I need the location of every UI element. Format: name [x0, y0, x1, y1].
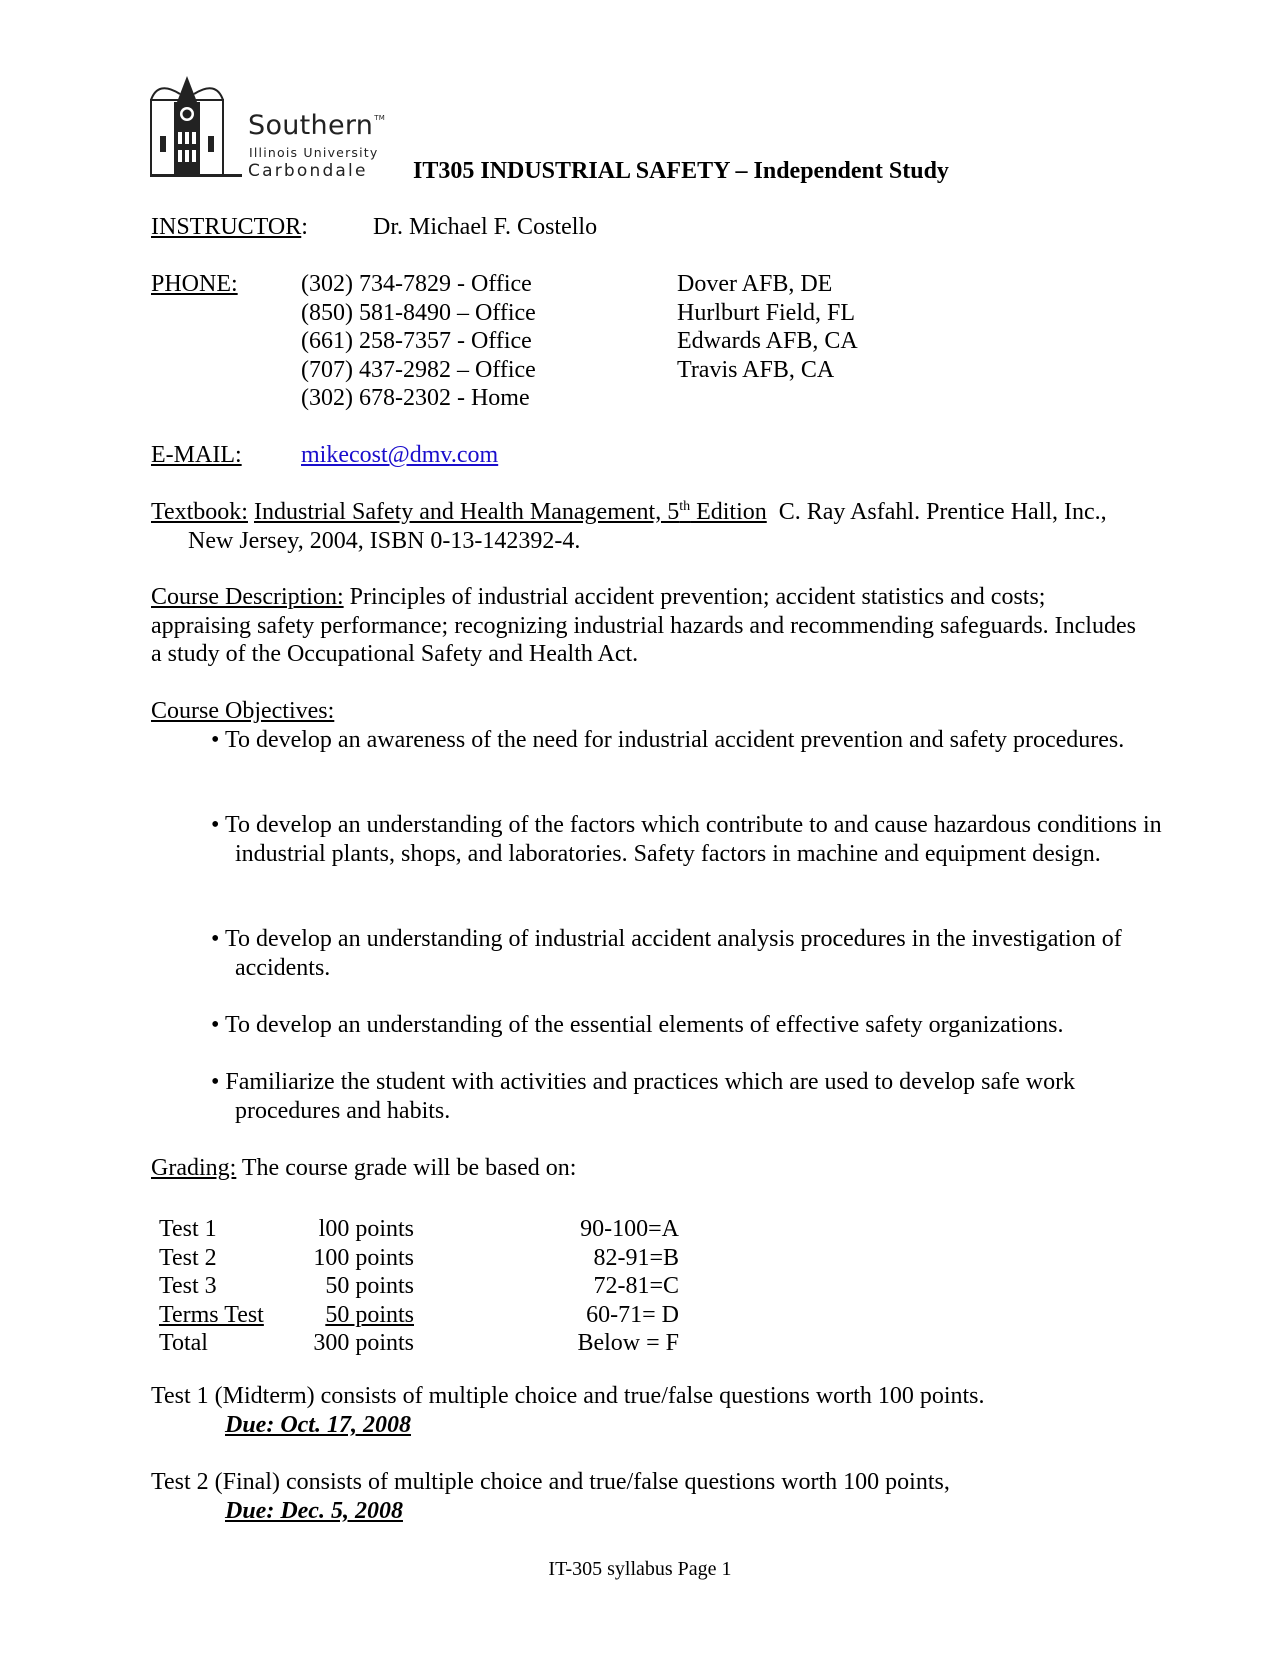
grade-item: Test 3 [159, 1273, 217, 1299]
description-label: Course Description: [151, 584, 344, 610]
textbook-label: Textbook: [151, 499, 248, 525]
test-description: Test 1 (Midterm) consists of multiple choice and true/false questions worth 100 points. [151, 1383, 985, 1409]
grading-paragraph [151, 1154, 576, 1183]
objective-item: • Familiarize the student with activities and practices which are used to develop safe work procedures and habits. [211, 1069, 1076, 1124]
grade-points: 300 points [313, 1330, 414, 1356]
test-due-date: Due: Dec. 5, 2008 [225, 1498, 403, 1524]
logo-carbondale: Carbondale [248, 161, 368, 181]
grade-points: 50 points [325, 1273, 414, 1299]
grading-table [151, 1215, 679, 1358]
phone-label: PHONE: [151, 271, 238, 297]
email-link[interactable]: mikecost@dmv.com [301, 442, 499, 468]
grading-text: The course grade will be based on: [241, 1155, 577, 1181]
phone-location: Dover AFB, DE [677, 271, 833, 297]
page-footer: IT-305 syllabus Page 1 [548, 1558, 732, 1580]
grade-scale: Below = F [577, 1330, 679, 1356]
grade-item: Test 2 [159, 1244, 217, 1271]
email-label: E-MAIL: [151, 442, 242, 468]
university-logo [150, 76, 395, 180]
grade-points: l00 points [318, 1216, 414, 1242]
logo-illinois-university: Illinois University [249, 145, 379, 160]
table-row [151, 1272, 679, 1301]
description-text: Principles of industrial accident prevention; accident statistics and costs; appraising safety performance; recognizing industrial hazards and recommending safeguards. Includes a study of the Occupational Safety and Health Act. [151, 584, 1136, 667]
course-description [151, 583, 1151, 669]
instructor-label: INSTRUCTOR: [151, 214, 308, 240]
logo-southern: Southern™ [248, 110, 386, 141]
grade-points: 100 points [313, 1244, 414, 1271]
textbook-paragraph [151, 498, 1148, 555]
clock-tower-icon [150, 76, 242, 180]
test-description: Test 2 (Final) consists of multiple choice and true/false questions worth 100 points, [151, 1469, 950, 1495]
phone-number: (850) 581-8490 – Office [301, 299, 536, 326]
course-title: IT305 INDUSTRIAL SAFETY – Independent Study [413, 158, 949, 184]
objective-item: • To develop an understanding of the essential elements of effective safety organizations. [211, 1012, 1064, 1038]
grade-item: Total [159, 1330, 208, 1356]
grade-item: Test 1 [159, 1216, 217, 1242]
grade-item: Terms Test [159, 1301, 264, 1328]
phone-location: Travis AFB, CA [677, 356, 835, 383]
objective-item: • To develop an understanding of the factors which contribute to and cause hazardous conditions in industrial plants, shops, and laboratories. Safety factors in machine and equipment design. [211, 812, 1162, 867]
phone-location: Edwards AFB, CA [677, 328, 858, 354]
grade-scale: 60-71= D [586, 1301, 679, 1328]
table-row [151, 1301, 679, 1330]
grade-scale: 90-100=A [580, 1216, 679, 1242]
phone-number: (302) 678-2302 - Home [301, 385, 530, 411]
objective-item: • To develop an understanding of industrial accident analysis procedures in the investigation of accidents. [211, 926, 1122, 981]
phone-number: (661) 258-7357 - Office [301, 328, 532, 354]
grade-scale: 82-91=B [593, 1244, 679, 1271]
table-row [151, 1244, 679, 1273]
textbook-details: C. Ray Asfahl. Prentice Hall, Inc., New Jersey, 2004, ISBN 0-13-142392-4. [188, 499, 1107, 554]
objective-item: • To develop an awareness of the need for industrial accident prevention and safety procedures. [211, 727, 1125, 753]
grade-scale: 72-81=C [593, 1273, 679, 1299]
grading-label: Grading: [151, 1155, 237, 1181]
grade-points: 50 points [325, 1301, 414, 1328]
phone-number: (707) 437-2982 – Office [301, 356, 536, 383]
test-due-date: Due: Oct. 17, 2008 [225, 1412, 411, 1438]
phone-number: (302) 734-7829 - Office [301, 271, 532, 297]
textbook-title: Industrial Safety and Health Management, 5th Edition [253, 499, 767, 525]
instructor-name: Dr. Michael F. Costello [373, 214, 598, 240]
table-row [151, 1329, 679, 1358]
phone-location: Hurlburt Field, FL [677, 299, 855, 326]
objectives-label: Course Objectives: [151, 698, 335, 724]
table-row [151, 1215, 679, 1244]
